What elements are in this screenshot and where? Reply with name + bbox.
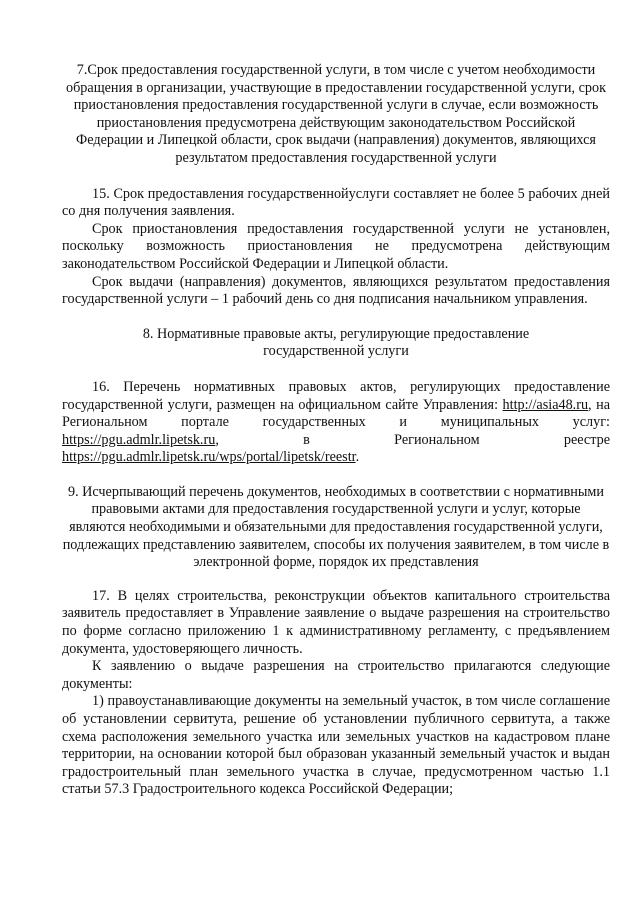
paragraph-17-attachments: К заявлению о выдаче разрешения на строительство прилагаются следующие документы: — [62, 658, 610, 692]
paragraph-16 — [62, 379, 610, 467]
paragraph-15: 15. Срок предоставления государственнойуслуги составляет не более 5 рабочих дней со дня получения заявления. — [62, 185, 610, 220]
spacer — [62, 168, 610, 186]
spacer — [62, 309, 610, 326]
section-7-heading: 7.Срок предоставления государственной услуги, в том числе с учетом необходимости обращения в организации, участвующие в предоставлении государственной услуги, срок приостановления предоставления государственной услуги в случае, если возможность приостановления предусмотрена действующим законодательством Российской Федерации и Липецкой области, срок выдачи (направления) документов, являющихся результатом предоставления государственной услуги — [66, 62, 606, 166]
spacer — [62, 467, 610, 484]
pgu-reestr-link[interactable]: https://pgu.admlr.lipetsk.ru/wps/portal/lipetsk/reestr — [62, 449, 356, 466]
spacer — [62, 572, 610, 588]
spacer — [62, 361, 610, 379]
paragraph-15-suspension: Срок приостановления предоставления государственной услуги не установлен, поскольку возможность приостановления не предусмотрена действующим законодательством Российской Федерации и Липецкой области. — [62, 220, 610, 272]
paragraph-16-text-3: , в Региональном реестре — [215, 431, 610, 448]
paragraph-17: 17. В целях строительства, реконструкции объектов капитального строительства заявитель предоставляет в Управление заявление о выдаче разрешения на строительство по форме согласно приложению 1 к административному регламенту, с предъявлением документа, удостоверяющего личность. — [62, 587, 610, 657]
paragraph-16-text-1: 16. Перечень нормативных правовых актов, регулирующих предоставление государственной услуги, размещен на официальном сайте Управления: — [62, 378, 610, 413]
pgu-portal-link[interactable]: https://pgu.admlr.lipetsk.ru — [62, 431, 216, 448]
document-page — [62, 62, 610, 799]
asia48-link[interactable]: http://asia48.ru — [502, 396, 589, 413]
paragraph-16-text-4: . — [355, 449, 360, 466]
section-8-heading: 8. Нормативные правовые акты, регулирующие предоставление государственной услуги — [142, 325, 530, 360]
section-9-heading: 9. Исчерпывающий перечень документов, необходимых в соответствии с нормативными правовыми актами для предоставления государственной услуги и услуг, которые являются необходимыми и обязательными для предоставления государственной услуги, подлежащих представлению заявителем, способы их получения заявителем, в том числе в электронной форме, порядок их представления — [62, 483, 610, 571]
paragraph-15-issue-term: Срок выдачи (направления) документов, являющихся результатом предоставления государственной услуги – 1 рабочий день со дня подписания начальником управления. — [62, 273, 610, 308]
paragraph-16-text-2: , на Региональном портале государственных и муниципальных услуг: — [62, 396, 610, 431]
paragraph-17-item-1: 1) правоустанавливающие документы на земельный участок, в том числе соглашение об установлении сервитута, решение об установлении публичного сервитута, а также схема расположения земельного участка или земельных участков на кадастровом плане территории, на основании которой был образован указанный земельный участок и выдан градостроительный план земельного участка в случае, предусмотренном частью 1.1 статьи 57.3 Градостроительного кодекса Российской Федерации; — [62, 693, 610, 798]
